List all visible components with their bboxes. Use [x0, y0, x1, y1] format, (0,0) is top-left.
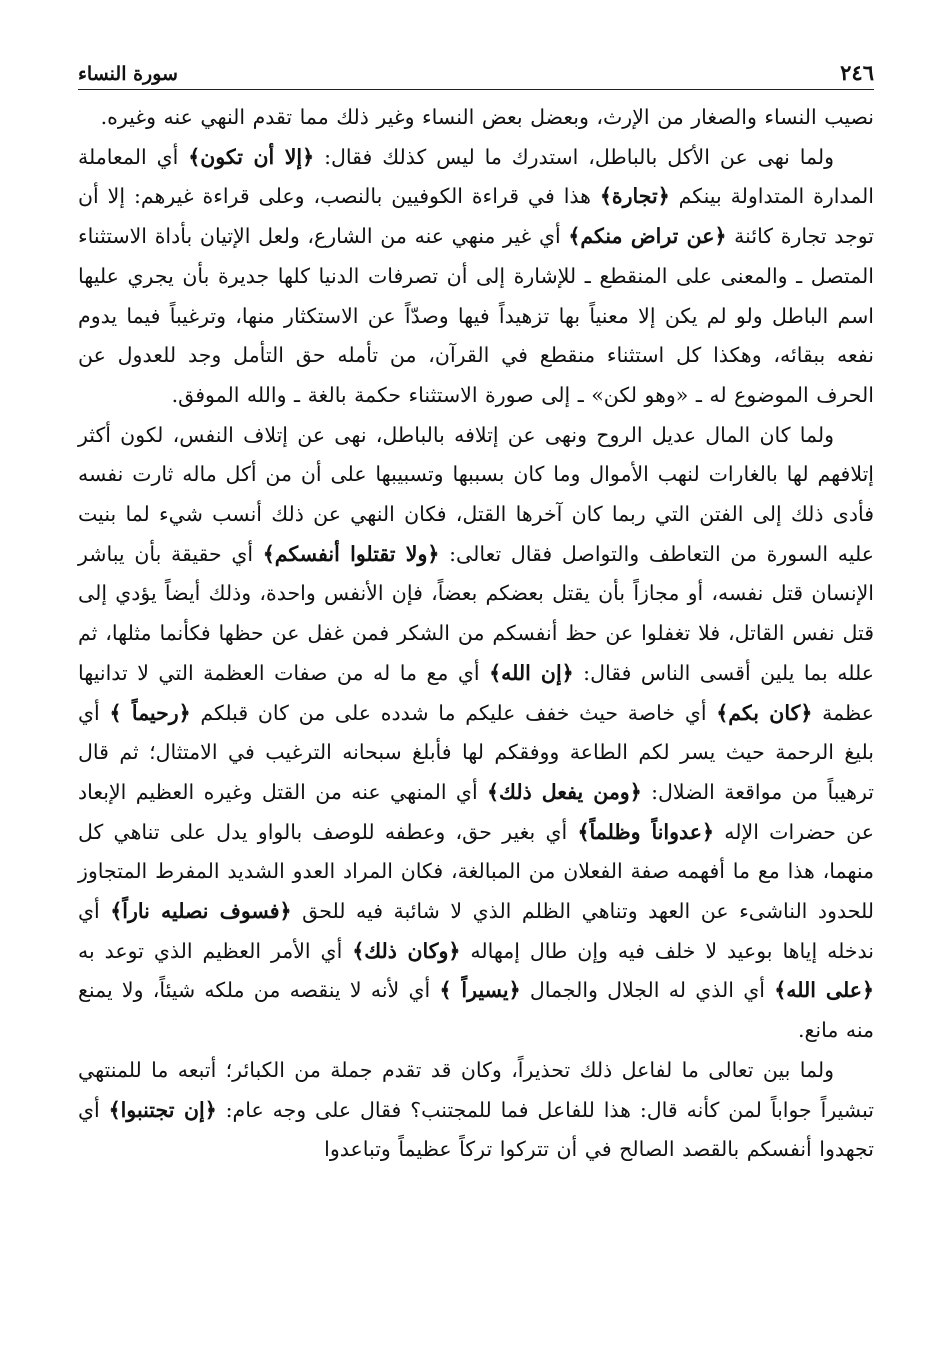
quran-phrase: ﴿يسيراً ﴾ [439, 978, 521, 1003]
paragraph [78, 138, 874, 416]
paragraph [78, 1051, 874, 1170]
quran-phrase: ﴿عن تراض منكم﴾ [568, 224, 727, 249]
quran-phrase: ﴿ولا تقتلوا أنفسكم﴾ [262, 541, 440, 566]
text-segment: أي مع ما له من صفات العظمة التي لا تدانيها عظمة [78, 660, 874, 725]
page-number: ٢٤٦ [840, 60, 874, 85]
text-segment: أي المنهي عنه من القتل وغيره العظيم الإبعاد عن حضرات الإله [78, 779, 874, 844]
quran-phrase: ﴿عدواناً وظلماً﴾ [577, 819, 715, 844]
quran-phrase: ﴿فسوف نصليه ناراً﴾ [110, 899, 292, 924]
text-segment: ولما بين تعالى ما لفاعل ذلك تحذيراً، وكان قد تقدم جملة من الكبائر؛ أتبعه ما للمنتهي تبشيراً جواباً لمن كأنه قال: هذا للفاعل فما للمجتنب؟ فقال على وجه عام: [78, 1057, 874, 1122]
text-segment: أي بغير حق، وعطفه للوصف بالواو يدل على تناهي كل منهما، هذا مع ما أفهمه صفة الفعلان من المبالغة، فكان المراد العدو الشديد المفرط المتجاوز للحدود الناشىء عن العهد وتناهي الظلم الذي لا شائبة فيه للحق [78, 819, 874, 924]
text-segment: ولما كان المال عديل الروح ونهى عن إتلافه بالباطل، نهى عن إتلاف النفس، لكون أكثر إتلافهم لها بالغارات لنهب الأموال وما كان بسببها وتسبيبها على أن من أكل ماله ثارت نفسه فأدى ذلك إلى الفتن التي ربما كان آخرها القتل، فكان النهي عن ذلك أنسب شيء لما بنيت عليه السورة من التعاطف والتواصل فقال تعالى: [78, 422, 875, 566]
text-segment: أي الأمر العظيم الذي توعد به [78, 938, 353, 963]
text-segment: هذا في قراءة الكوفيين بالنصب، وعلى قراءة غيرهم: إلا أن توجد تجارة كائنة [78, 184, 874, 249]
text-segment: أي تجهدوا أنفسكم بالقصد الصالح في أن تتركوا تركاً عظيماً وتباعدوا [78, 1097, 874, 1162]
text-segment: أي خاصة حيث خفف عليكم ما شدده على من كان قبلكم [190, 700, 717, 725]
quran-phrase: ﴿إن الله﴾ [489, 660, 574, 685]
text-segment: ولما نهى عن الأكل بالباطل، استدرك ما ليس كذلك فقال: [314, 144, 834, 169]
quran-phrase: ﴿كان بكم﴾ [716, 700, 813, 725]
quran-phrase: ﴿تجارة﴾ [599, 184, 670, 209]
quran-phrase: ﴿إلا أن تكون﴾ [188, 144, 315, 169]
text-segment: أي الذي له الجلال والجمال [520, 978, 775, 1003]
text-segment: نصيب النساء والصغار من الإرث، وبعضل بعض النساء وغير ذلك مما تقدم النهي عنه وغيره. [100, 105, 874, 129]
text-segment: أي غير منهي عنه من الشارع، ولعل الإتيان بأداة الاستثناء المتصل ـ والمعنى على المنقطع ـ للإشارة إلى أن تصرفات الدنيا كلها جديرة بأن يجري عليها اسم الباطل ولو لم يكن إلا معنياً بها تزهيداً فيها وصدّاً عن الاستكثار منها، وترغيباً فيما يدوم نفعه ببقائه، وهكذا كل استثناء منقطع في القرآن، من تأمله حق التأمل وجد للعدول عن الحرف الموضوع له ـ «وهو لكن» ـ إلى صورة الاستثناء حكمة بالغة ـ والله الموفق. [78, 224, 874, 407]
text-segment: أي لأنه لا ينقصه من ملكه شيئاً، ولا يمنع منه مانع. [78, 978, 874, 1043]
page-header [78, 50, 874, 90]
text-segment: أي بليغ الرحمة حيث يسر لكم الطاعة ووفقكم لها فأبلغ سبحانه الترغيب في الامتثال؛ ثم قال ترهيباً من مواقعة الضلال: [78, 700, 874, 804]
quran-phrase: ﴿إن تجتنبوا﴾ [108, 1097, 217, 1122]
quran-phrase: ﴿رحيماً ﴾ [109, 700, 191, 725]
body-text [78, 98, 874, 1170]
text-segment: أي ندخله إياها بوعيد لا خلف فيه وإن طال إمهاله [78, 899, 874, 963]
book-page [78, 50, 874, 1320]
text-segment: أي حقيقة بأن يباشر الإنسان قتل نفسه، أو مجازاً بأن يقتل بعضكم بعضاً، فإن الأنفس واحدة، وذلك أيضاً يؤدي إلى قتل نفس القاتل، فلا تغفلوا عن حظ أنفسكم من الشكر فمن غفل عن حظها فكأنما مثلها، ثم علله بما يلين أقسى الناس فقال: [78, 541, 875, 685]
paragraph [78, 98, 874, 138]
text-segment: أي المعاملة المدارة المتداولة بينكم [78, 144, 874, 209]
quran-phrase: ﴿ومن يفعل ذلك﴾ [487, 779, 642, 804]
quran-phrase: ﴿على الله﴾ [774, 978, 874, 1003]
chapter-title: سورة النساء [78, 63, 178, 85]
paragraph [78, 416, 874, 1051]
quran-phrase: ﴿وكان ذلك﴾ [352, 938, 461, 963]
